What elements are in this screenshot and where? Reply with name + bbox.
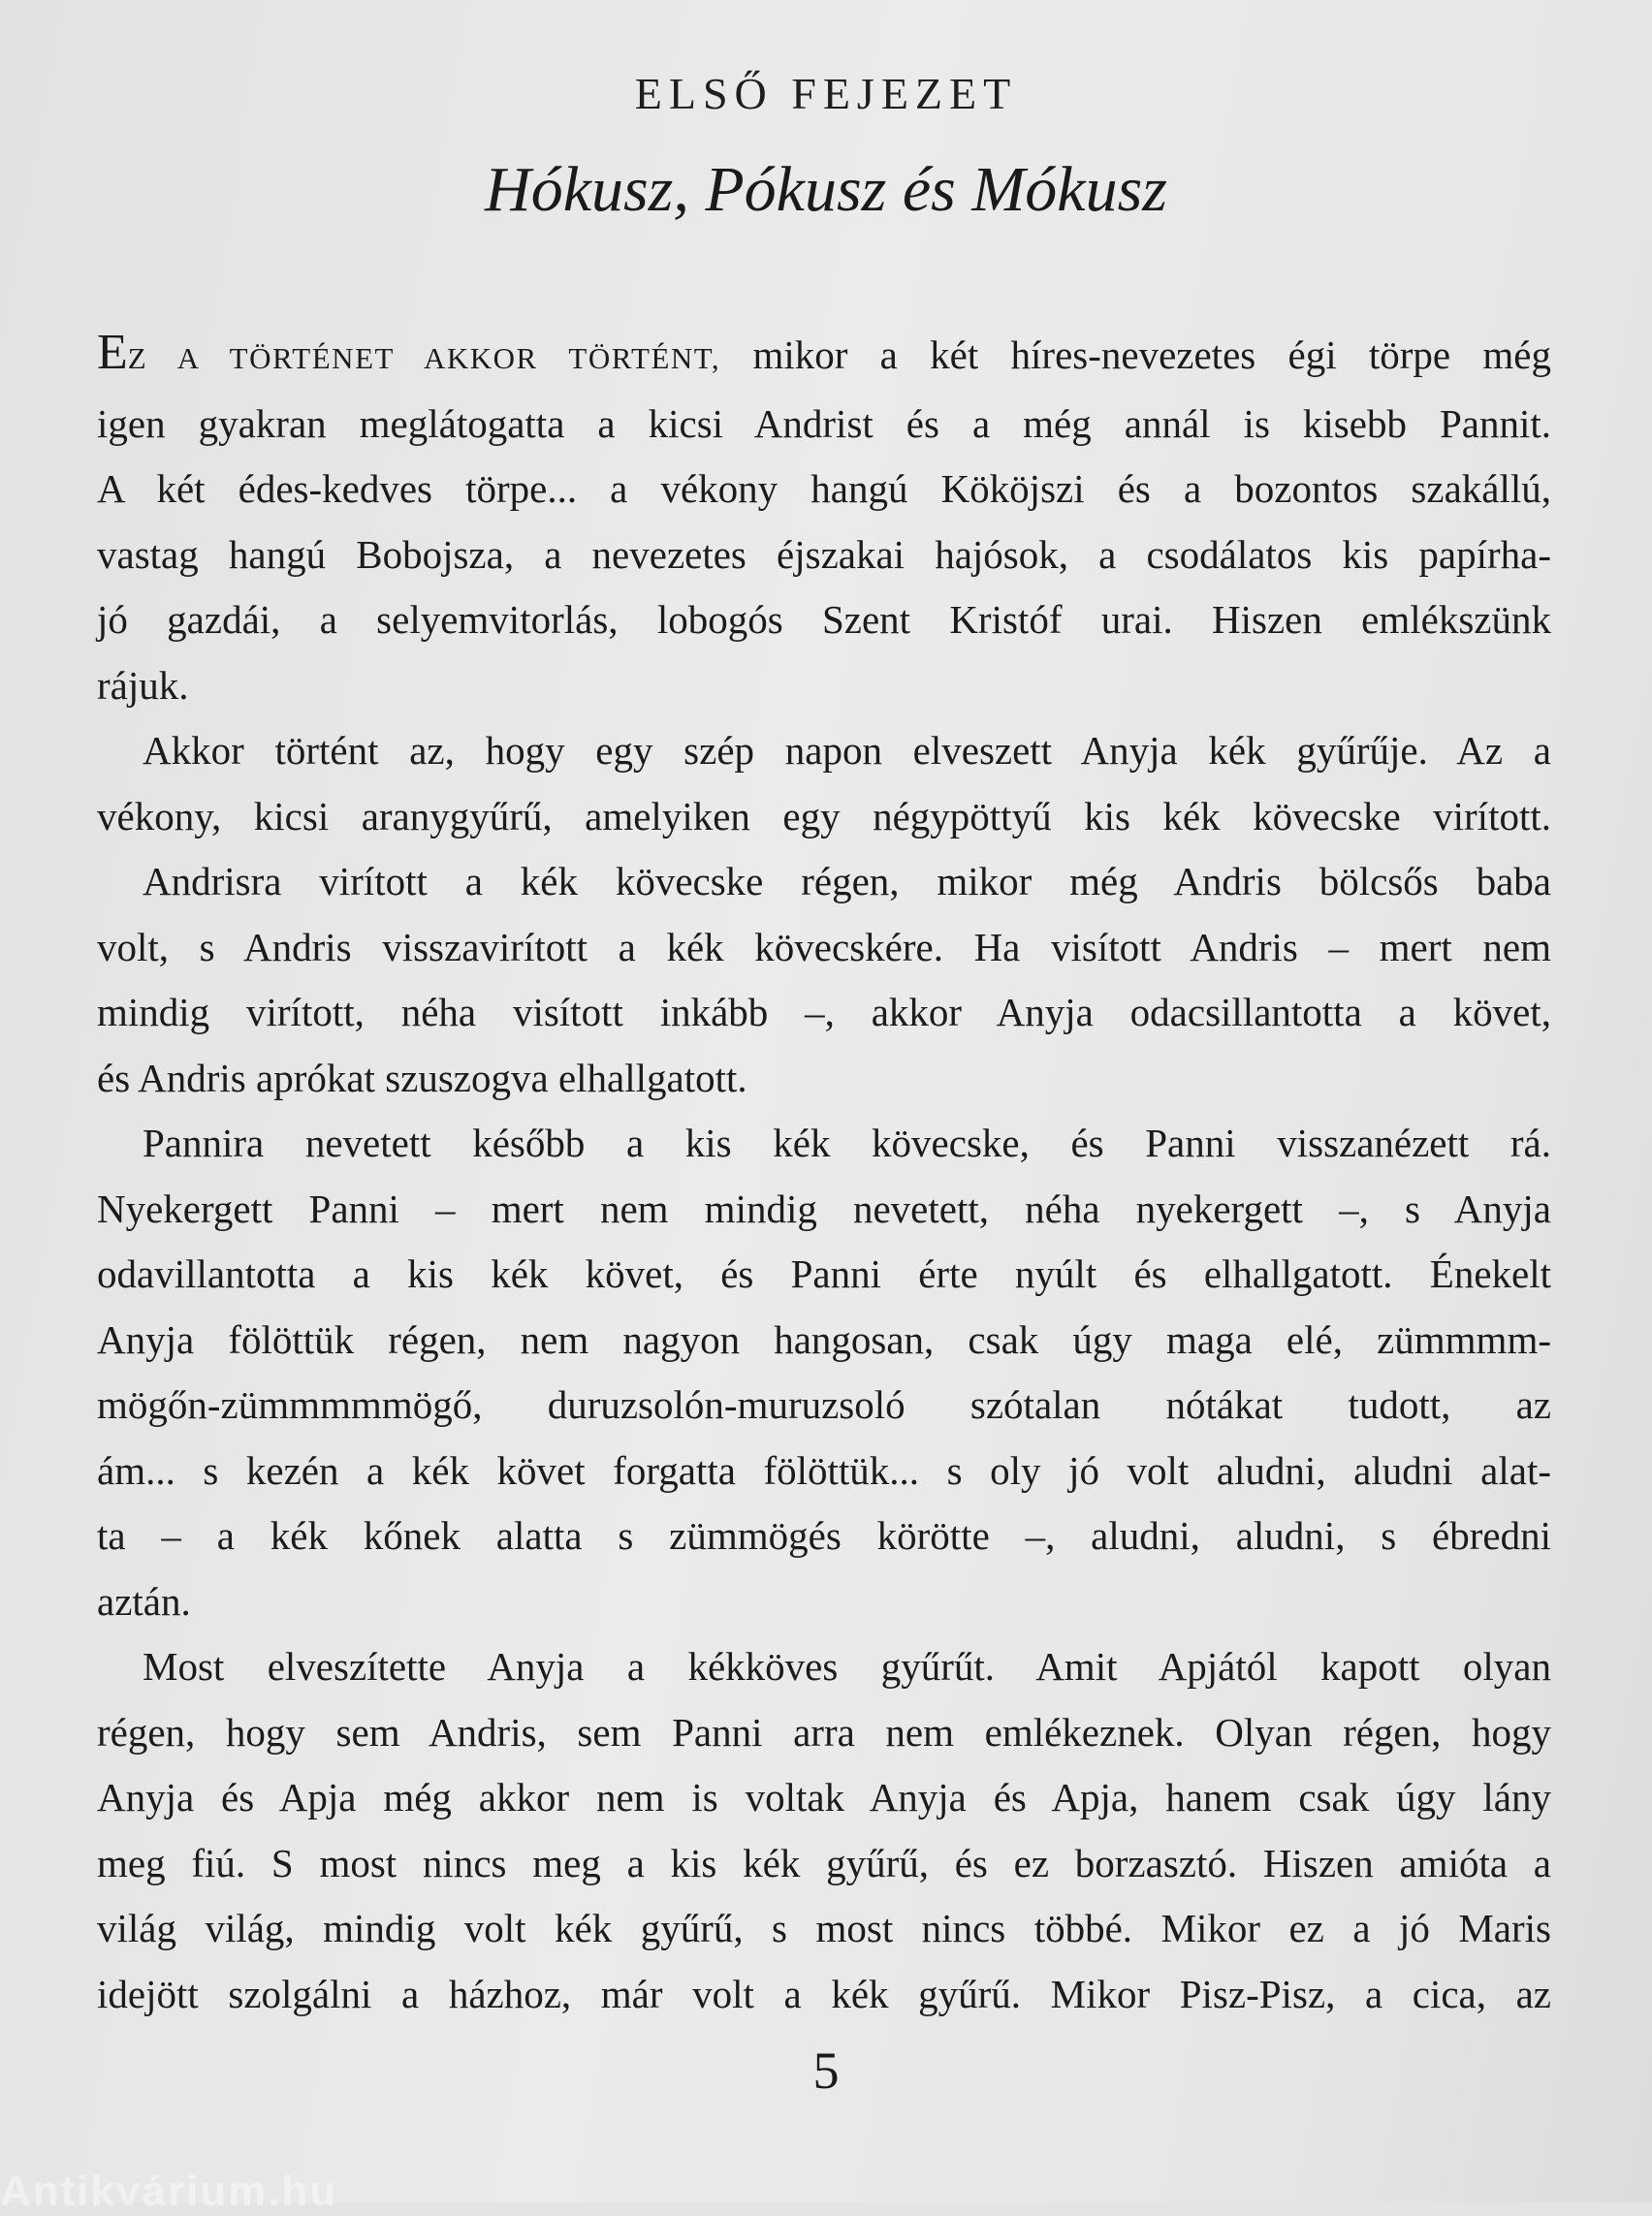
paragraph-line: rájuk. xyxy=(97,662,189,708)
paragraph-line: Anyja és Apja még akkor nem is voltak Anyja és Apja, hanem csak úgy lány xyxy=(97,1775,1551,1820)
paragraph-line xyxy=(97,320,1551,392)
drop-initial: E xyxy=(97,325,128,380)
paragraph-line: mögőn-zümmmmmögő, duruzsolón-muruzsoló szótalan nótákat tudott, az xyxy=(97,1382,1551,1427)
paragraph-line: világ világ, mindig volt kék gyűrű, s most nincs többé. Mikor ez a jó Maris xyxy=(97,1906,1551,1950)
chapter-label: ELSŐ FEJEZET xyxy=(634,69,1018,118)
paragraph-line: ám... s kezén a kék követ forgatta fölöttük... s oly jó volt aludni, aludni alat- xyxy=(97,1447,1551,1493)
paragraph-line-text: mikor a két híres-nevezetes égi törpe még xyxy=(752,332,1551,377)
paragraph-line: volt, s Andris visszavirított a kék kövecskére. Ha visított Andris – mert nem xyxy=(97,924,1551,969)
paragraph-line: odavillantotta a kis kék követ, és Panni érte nyúlt és elhallgatott. Énekelt xyxy=(97,1251,1551,1296)
page-number: 5 xyxy=(812,2042,840,2100)
paragraph-line: Akkor történt az, hogy egy szép napon elveszett Anyja kék gyűrűje. Az a xyxy=(143,728,1551,773)
paragraph-line: vékony, kicsi aranygyűrű, amelyiken egy négypöttyű kis kék kövecske virított. xyxy=(97,793,1551,839)
paragraph-line: igen gyakran meglátogatta a kicsi Andrist és a még annál is kisebb Pannit. xyxy=(97,400,1551,446)
paragraph-line: aztán. xyxy=(97,1578,191,1624)
paragraph-line: jó gazdái, a selyemvitorlás, lobogós Szent Kristóf urai. Hiszen emlékszünk xyxy=(97,597,1551,642)
paragraph-line: és Andris aprókat szuszogva elhallgatott. xyxy=(97,1055,747,1100)
paragraph-line: A két édes-kedves törpe... a vékony hangú Kököjszi és a bozontos szakállú, xyxy=(97,466,1551,511)
paragraph-line: Anyja fölöttük régen, nem nagyon hangosan, csak úgy maga elé, zümmmm- xyxy=(97,1316,1551,1362)
paragraph-line: meg fiú. S most nincs meg a kis kék gyűrű, és ez borzasztó. Hiszen amióta a xyxy=(97,1840,1551,1885)
paragraph-line: Andrisra virított a kék kövecske régen, mikor még Andris bölcsős baba xyxy=(143,859,1551,903)
smallcaps-lead-text: Z A TÖRTÉNET AKKOR TÖRTÉNT, xyxy=(127,341,721,375)
paragraph-line: régen, hogy sem Andris, sem Panni arra nem emlékeznek. Olyan régen, hogy xyxy=(97,1709,1551,1755)
body-text xyxy=(97,320,1551,2027)
chapter-title: Hókusz, Pókusz és Mókusz xyxy=(485,154,1167,225)
paragraph-line: Most elveszítette Anyja a kékköves gyűrűt. Amit Apjától kapott olyan xyxy=(143,1644,1551,1689)
paragraph-line: Pannira nevetett később a kis kék kövecske, és Panni visszanézett rá. xyxy=(143,1121,1551,1165)
paragraph-line: mindig virított, néha visított inkább –, akkor Anyja odacsillantotta a követ, xyxy=(97,990,1551,1034)
paragraph-line: ta – a kék kőnek alatta s zümmögés körötte –, aludni, aludni, s ébredni xyxy=(97,1513,1551,1558)
watermark-logo: Antikvárium.hu xyxy=(0,2168,338,2215)
paragraph-line: idejött szolgálni a házhoz, már volt a kék gyűrű. Mikor Pisz-Pisz, a cica, az xyxy=(97,1971,1551,2016)
paragraph-line: vastag hangú Bobojsza, a nevezetes éjszakai hajósok, a csodálatos kis papírha- xyxy=(97,531,1551,577)
paragraph-line: Nyekergett Panni – mert nem mindig nevetett, néha nyekergett –, s Anyja xyxy=(97,1186,1551,1231)
